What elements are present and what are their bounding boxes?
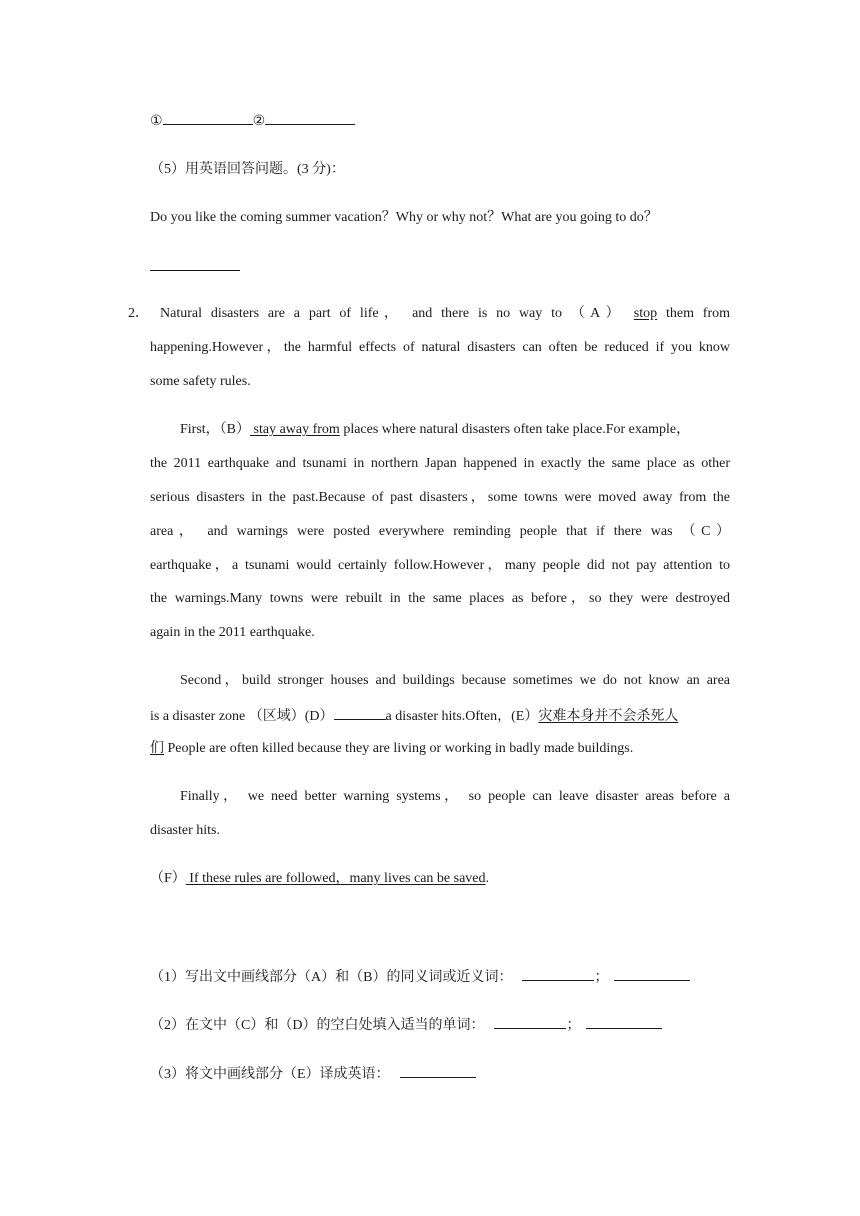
underline-e-part-1: 灾难本身并不会杀死人 bbox=[538, 709, 679, 724]
q2-blank-d[interactable] bbox=[586, 1014, 662, 1029]
underline-b: stay away from bbox=[250, 422, 340, 437]
question-1 bbox=[150, 966, 730, 988]
q1-blank-b[interactable] bbox=[614, 966, 690, 981]
question-2 bbox=[150, 1014, 730, 1036]
p1-line-2: happening.However，the harmful effects of natural disasters can often be reduced if you know bbox=[150, 340, 730, 355]
p4-line-2: disaster hits. bbox=[150, 823, 220, 838]
p3-line-3 bbox=[150, 739, 730, 759]
q5-label: （5）用英语回答问题。(3 分)： bbox=[150, 162, 345, 177]
p1-text-a: Natural disasters are a part of life， and there is no way to （A） bbox=[160, 306, 625, 321]
p3-line-1: Second，build stronger houses and buildings because sometimes we do not know an area bbox=[180, 673, 730, 688]
answer-blank-1[interactable] bbox=[163, 110, 253, 125]
p2-text-a: First，（B） bbox=[180, 422, 251, 437]
p1-text-b: them from bbox=[665, 306, 731, 321]
p2-line-5: earthquake，a tsunami would certainly follow.However，many people did not pay attention to bbox=[150, 558, 730, 573]
p1-line-3: some safety rules. bbox=[150, 374, 251, 389]
p3-line-2 bbox=[150, 705, 730, 727]
question-1-text: （1）写出文中画线部分（A）和（B）的同义词或近义词： bbox=[150, 970, 513, 985]
p1-line-1 bbox=[160, 304, 730, 324]
p2-line-2: the 2011 earthquake and tsunami in northern Japan happened in exactly the same place as other bbox=[150, 456, 730, 471]
p2-line-7: again in the 2011 earthquake. bbox=[150, 625, 315, 640]
q1-blank-a[interactable] bbox=[522, 966, 594, 981]
p2-line-6: the warnings.Many towns were rebuilt in the same places as before，so they were destroyed bbox=[150, 591, 730, 606]
question-2-text: （2）在文中（C）和（D）的空白处填入适当的单词： bbox=[150, 1018, 485, 1033]
p2-line-3: serious disasters in the past.Because of past disasters，some towns were moved away from the bbox=[150, 490, 730, 505]
p2-line-4: area， and warnings were posted everywhere reminding people that if there was （C） bbox=[150, 524, 730, 539]
p3-text-b: a disaster hits.Often，(E） bbox=[385, 709, 539, 724]
p5-line bbox=[150, 869, 730, 889]
q5-question: Do you like the coming summer vacation？Why or why not？What are you going to do？ bbox=[150, 210, 658, 225]
q2-blank-c[interactable] bbox=[494, 1014, 566, 1029]
underline-f: If these rules are followed，many lives can be saved bbox=[185, 871, 486, 886]
underline-a: stop bbox=[633, 306, 658, 321]
separator: ； bbox=[566, 1018, 581, 1033]
p3-text-c: People are often killed because they are living or working in badly made buildings. bbox=[164, 741, 634, 756]
answer-blank-2[interactable] bbox=[265, 110, 355, 125]
question-number: 2． bbox=[128, 306, 149, 321]
p2-text-b: places where natural disasters often take place.For example， bbox=[339, 422, 691, 437]
q3-blank-e[interactable] bbox=[400, 1063, 476, 1078]
p2-line-1 bbox=[180, 420, 730, 440]
blank-label-1: ① bbox=[150, 114, 163, 129]
underline-e-part-2: 们 bbox=[150, 741, 164, 756]
question-3-text: （3）将文中画线部分（E）译成英语： bbox=[150, 1067, 390, 1082]
q5-answer-blank[interactable] bbox=[150, 256, 240, 271]
q5-answer-line bbox=[150, 256, 730, 278]
blank-d[interactable] bbox=[334, 705, 386, 720]
answer-line-blanks bbox=[150, 110, 730, 132]
separator: ； bbox=[594, 970, 609, 985]
p5-suffix: . bbox=[485, 871, 490, 886]
p3-text-a: is a disaster zone （区域）(D） bbox=[150, 709, 334, 724]
p5-label: （F） bbox=[150, 871, 186, 886]
question-3 bbox=[150, 1063, 730, 1085]
p4-line-1: Finally， we need better warning systems， so people can leave disaster areas before a bbox=[180, 789, 730, 804]
blank-label-2: ② bbox=[252, 114, 266, 129]
